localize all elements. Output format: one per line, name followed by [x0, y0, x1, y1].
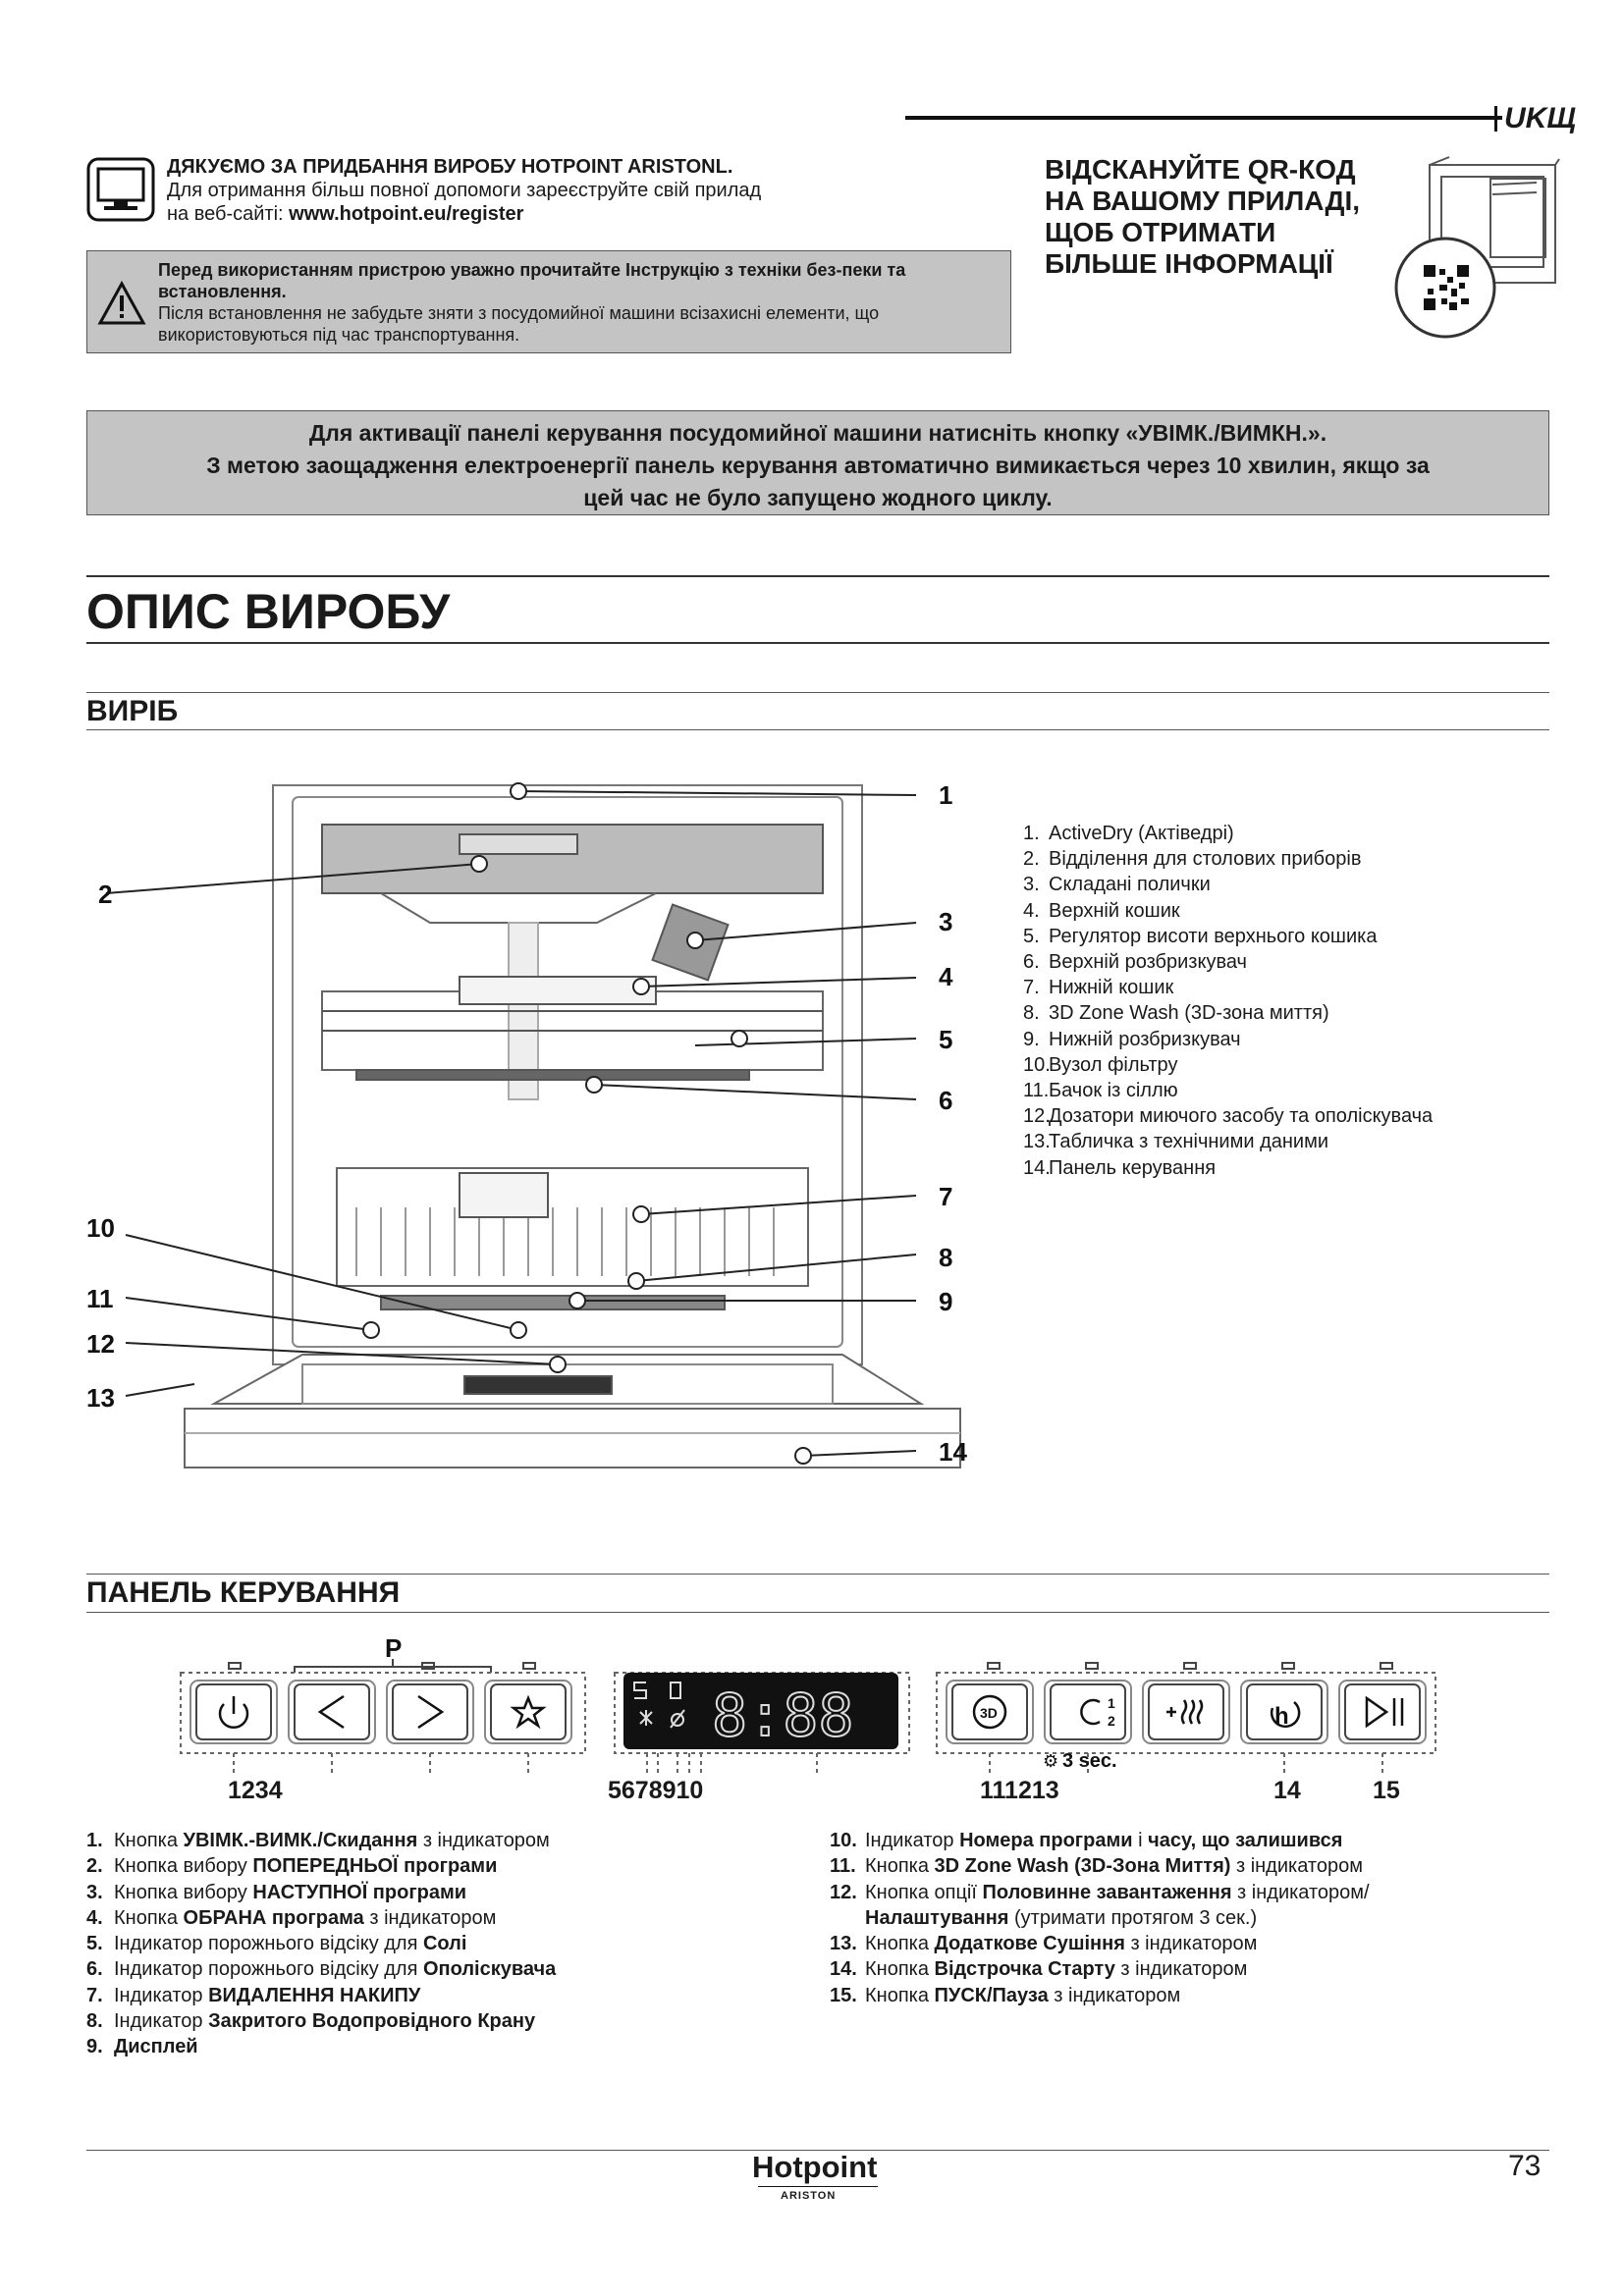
safety-warning-box — [86, 250, 1011, 353]
legend-item: 7. Нижній кошик — [1023, 977, 1174, 999]
list-item: 3. Кнопка вибору НАСТУПНОЇ програми — [86, 1881, 467, 1903]
callout-4: 4 — [939, 962, 953, 991]
legend-item: 11.Бачок із сіллю — [1023, 1080, 1178, 1102]
callout-12: 12 — [86, 1329, 115, 1359]
chevron-left-icon — [320, 1696, 344, 1728]
callout-9: 9 — [939, 1287, 953, 1316]
legend-item: 14.Панель керування — [1023, 1156, 1217, 1179]
list-item: 6. Індикатор порожнього відсіку для Ополіскувача — [86, 1958, 557, 1981]
section-rule — [86, 1612, 1549, 1613]
thanks-title: ДЯКУЄМО ЗА ПРИДБАННЯ ВИРОБУ HOTPOINT ARISTONL. — [167, 156, 733, 178]
list-item: 12. Кнопка опції Половинне завантаження з індикатором/ — [830, 1881, 1370, 1903]
qr-line: ВІДСКАНУЙТЕ QR-КОД — [1045, 154, 1356, 185]
legend-item: 3. Складані полички — [1023, 874, 1211, 896]
callout-6: 6 — [939, 1086, 953, 1115]
warning-bold: Перед використанням пристрою уважно прочитайте Інструкцію з техніки без-пеки та встановлення. — [158, 260, 906, 301]
warning-body: Після встановлення не забудьте зняти з посудомийної машини всізахисні елементи, що використовуються під час транспортування. — [158, 303, 880, 345]
display-time: 8:88 — [712, 1682, 854, 1750]
legend-item: 8. 3D Zone Wash (3D-зона миття) — [1023, 1002, 1329, 1025]
thanks-line: Для отримання більш повної допомоги зареєструйте свій прилад — [167, 180, 762, 201]
list-item: 15. Кнопка ПУСК/Пауза з індикатором — [830, 1984, 1181, 2006]
panel-label-group-3: 111213 — [980, 1777, 1059, 1804]
list-item: 2. Кнопка вибору ПОПЕРЕДНЬОЇ програми — [86, 1855, 498, 1878]
list-item: 1. Кнопка УВІМК.-ВИМК./Скидання з індикатором — [86, 1830, 550, 1851]
legend-item: 13.Табличка з технічними даними — [1023, 1131, 1329, 1153]
registration-note — [167, 155, 761, 226]
3d-icon-label: 3D — [980, 1705, 998, 1721]
legend-item: 2. Відділення для столових приборів — [1023, 848, 1362, 871]
brand-logo: Hotpoint — [752, 2150, 878, 2184]
qr-line: ЩОБ ОТРИМАТИ — [1045, 217, 1276, 247]
panel-label-group-2: 5678910 — [608, 1777, 704, 1804]
legend-item: 12.Дозатори миючого засобу та ополіскувача — [1023, 1105, 1434, 1128]
notice-line: цей час не було запущено жодного циклу. — [583, 485, 1053, 510]
callout-1: 1 — [939, 780, 953, 810]
list-item: Налаштування (утримати протягом 3 сек.) — [865, 1906, 1258, 1929]
brand-sub: ARISTON — [781, 2190, 837, 2202]
gear-icon: ⚙ — [1043, 1751, 1059, 1771]
legend-item: 5. Регулятор висоти верхнього кошика — [1023, 925, 1378, 947]
dishwasher-diagram — [86, 775, 1029, 1492]
delay-icon-label: h — [1274, 1703, 1289, 1730]
warning-text — [158, 259, 1002, 346]
callout-5: 5 — [939, 1025, 953, 1054]
list-item: 9. Дисплей — [86, 2036, 198, 2058]
header-rule-tick — [1494, 106, 1497, 132]
callout-7: 7 — [939, 1182, 953, 1211]
qr-prompt — [1045, 154, 1360, 280]
list-item: 4. Кнопка ОБРАНА програма з індикатором — [86, 1906, 497, 1929]
title-rule-top — [86, 575, 1549, 577]
panel-label-15: 15 — [1373, 1777, 1400, 1804]
extra-dry-icon — [1166, 1700, 1202, 1724]
legend-item: 6. Верхній розбризкувач — [1023, 951, 1247, 974]
legend-item: 9. Нижній розбризкувач — [1023, 1028, 1241, 1050]
notice-line: З метою заощадження електроенергії панель керування автоматично вимикається через 10 хвилин, якщо за — [206, 453, 1430, 478]
activation-notice — [86, 410, 1549, 515]
header-rule — [905, 116, 1502, 120]
star-icon — [514, 1698, 543, 1726]
callout-3: 3 — [939, 907, 953, 936]
legend-item: 4. Верхній кошик — [1023, 899, 1180, 922]
section-rule — [86, 729, 1549, 730]
notice-line: Для активації панелі керування посудомийної машини натисніть кнопку «УВІМК./ВИМКН.». — [308, 420, 1327, 446]
panel-legend-left — [86, 1828, 556, 2060]
list-item: 10. Індикатор Номера програми і часу, що залишився — [830, 1830, 1343, 1851]
warning-triangle-icon — [97, 281, 146, 326]
list-item: 8. Індикатор Закритого Водопровідного Крану — [86, 2010, 536, 2033]
callout-14: 14 — [939, 1437, 967, 1467]
half-load-icon — [1081, 1700, 1100, 1724]
legend-item: 10.Вузол фільтру — [1023, 1053, 1178, 1076]
language-code: UKЩ — [1504, 102, 1576, 134]
panel-heading: ПАНЕЛЬ КЕРУВАННЯ — [86, 1576, 401, 1609]
p-label: P — [385, 1633, 403, 1663]
register-url[interactable]: www.hotpoint.eu/register — [289, 203, 524, 225]
list-item: 11. Кнопка 3D Zone Wash (3D-Зона Миття) з індикатором — [830, 1855, 1363, 1878]
callout-11: 11 — [86, 1284, 114, 1313]
list-item: 5. Індикатор порожнього відсіку для Солі — [86, 1933, 467, 1955]
monitor-icon — [86, 157, 155, 222]
panel-label-group-1: 1234 — [228, 1777, 283, 1804]
page-title: ОПИС ВИРОБУ — [86, 584, 451, 639]
panel-legend-right — [830, 1828, 1370, 2008]
list-item: 14. Кнопка Відстрочка Старту з індикатором — [830, 1958, 1248, 1981]
panel-label-14: 14 — [1273, 1777, 1301, 1804]
thanks-line — [167, 202, 761, 226]
callout-8: 8 — [939, 1243, 953, 1272]
legend-item: 1. ActiveDry (Актіведрі) — [1023, 823, 1234, 844]
thanks-prefix: на веб-сайті: — [167, 203, 290, 225]
section-rule — [86, 1574, 1549, 1575]
callout-2: 2 — [98, 880, 113, 909]
section-rule — [86, 692, 1549, 693]
callout-13: 13 — [86, 1383, 115, 1413]
qr-line: БІЛЬШЕ ІНФОРМАЦІЇ — [1045, 248, 1333, 279]
brand-rule — [758, 2186, 878, 2187]
product-legend — [1023, 821, 1433, 1181]
three-sec-label: 3 sec. — [1062, 1750, 1117, 1772]
control-panel-diagram — [177, 1629, 1453, 1806]
half-icon-bottom: 2 — [1108, 1713, 1115, 1729]
callout-10: 10 — [86, 1213, 115, 1243]
list-item: 7. Індикатор ВИДАЛЕННЯ НАКИПУ — [86, 1984, 421, 2006]
title-rule-bottom — [86, 642, 1549, 644]
qr-code-illustration — [1384, 155, 1561, 347]
product-heading: ВИРІБ — [86, 695, 179, 727]
power-icon — [220, 1696, 247, 1728]
start-pause-icon — [1367, 1698, 1402, 1726]
qr-line: НА ВАШОМУ ПРИЛАДІ, — [1045, 186, 1361, 216]
half-icon-top: 1 — [1108, 1695, 1115, 1711]
page-number: 73 — [1508, 2150, 1542, 2182]
list-item: 13. Кнопка Додаткове Сушіння з індикатором — [830, 1933, 1258, 1955]
chevron-right-icon — [418, 1696, 442, 1728]
